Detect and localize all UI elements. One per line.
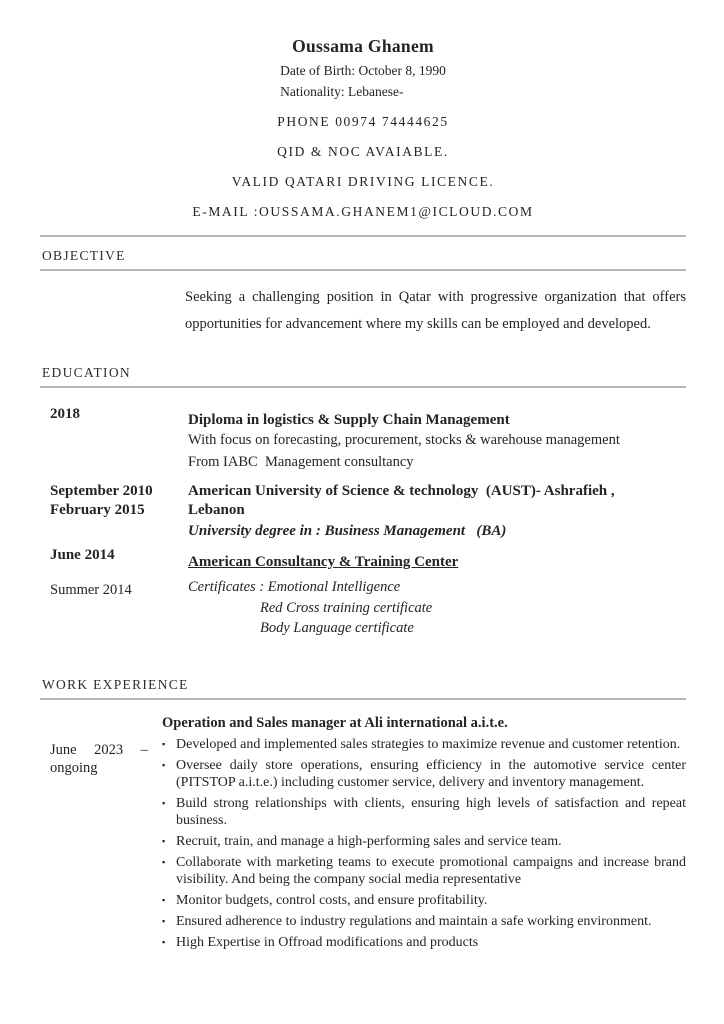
job-bullet (162, 736, 686, 753)
entry-date-column (40, 405, 188, 473)
job-period-start: June 2023 – (50, 741, 148, 758)
job-bullet (162, 854, 686, 888)
resume-header (40, 36, 686, 237)
bullet-text: Collaborate with marketing teams to execute promotional campaigns and increase brand visibility. And being the company social media representative (176, 854, 686, 887)
entry-date-start: September 2010 (50, 483, 153, 499)
entry-date: June 2014 (50, 547, 115, 563)
certificate-line: Body Language certificate (260, 620, 414, 636)
job-bullet (162, 795, 686, 829)
entry-title: Diploma in logistics & Supply Chain Management (188, 412, 510, 428)
job-bullet (162, 833, 686, 850)
driving-licence-line: VALID QATARI DRIVING LICENCE. (231, 174, 495, 189)
bullet-square-icon (162, 795, 176, 829)
job-title: Operation and Sales manager at Ali international a.i.t.e. (162, 714, 508, 731)
education-entry-university (40, 482, 686, 540)
bullet-square-icon (162, 833, 176, 850)
education-entry-diploma (40, 405, 686, 473)
bullet-text: Ensured adherence to industry regulations and maintain a safe working environment. (176, 913, 652, 929)
entry-title: American Consultancy & Training Center (188, 554, 459, 570)
entry-detail: From IABC Management consultancy (188, 453, 414, 470)
work-experience-entry (40, 714, 686, 955)
bullet-text: Developed and implemented sales strategies to maximize revenue and customer retention. (176, 736, 681, 752)
job-period-status: ongoing (50, 760, 98, 776)
education-entries (40, 405, 686, 639)
job-bullet-list (162, 736, 686, 951)
job-bullet (162, 757, 686, 791)
email-line: E-MAIL :OUSSAMA.GHANEM1@ICLOUD.COM (192, 204, 534, 219)
contact-info-block (40, 115, 686, 219)
education-heading: EDUCATION (40, 365, 686, 388)
bullet-square-icon (162, 934, 176, 951)
education-section (40, 365, 686, 639)
bullet-square-icon (162, 854, 176, 888)
phone-line: PHONE 00974 74444625 (277, 114, 449, 129)
entry-content-column (188, 405, 686, 473)
entry-date-column (40, 546, 188, 639)
entry-content-column (188, 546, 686, 639)
bullet-text: Monitor budgets, control costs, and ensure profitability. (176, 892, 488, 908)
entry-detail: With focus on forecasting, procurement, stocks & warehouse management (188, 432, 620, 448)
entry-date-end: February 2015 (50, 502, 145, 518)
bullet-text: Build strong relationships with clients, ensuring high levels of satisfaction and repeat business. (176, 795, 686, 828)
candidate-name: Oussama Ghanem (292, 36, 434, 56)
entry-date: Summer 2014 (50, 582, 132, 598)
bullet-square-icon (162, 757, 176, 791)
bullet-square-icon (162, 892, 176, 909)
qid-noc-line: QID & NOC AVAIABLE. (277, 144, 449, 159)
certificate-line: Red Cross training certificate (260, 599, 433, 616)
header-divider (40, 235, 686, 237)
job-bullet (162, 892, 686, 909)
entry-date-column (40, 482, 188, 540)
education-entry-training-center (40, 546, 686, 639)
work-experience-section (40, 677, 686, 955)
objective-heading: OBJECTIVE (40, 248, 686, 271)
certificate-line: Certificates : Emotional Intelligence (188, 579, 401, 595)
entry-date: 2018 (50, 406, 80, 422)
entry-content-column (188, 482, 686, 540)
personal-info-block (280, 60, 446, 102)
nationality: Nationality: Lebanese- (280, 84, 404, 99)
entry-title-line: American University of Science & technology (AUST)- Ashrafieh , (188, 483, 615, 499)
bullet-square-icon (162, 913, 176, 930)
bullet-text: High Expertise in Offroad modifications and products (176, 934, 479, 950)
degree-line: University degree in : Business Management (BA) (188, 523, 507, 539)
job-bullet (162, 913, 686, 930)
objective-section (40, 248, 686, 338)
job-content-column (162, 714, 686, 955)
work-experience-heading: WORK EXPERIENCE (40, 677, 686, 700)
bullet-square-icon (162, 736, 176, 753)
bullet-text: Recruit, train, and manage a high-performing sales and service team. (176, 833, 562, 849)
job-period (40, 714, 162, 955)
bullet-text: Oversee daily store operations, ensuring efficiency in the automotive service center (PITSTOP a.i.t.e.) including customer service, delivery and inventory management. (176, 757, 686, 790)
date-of-birth: Date of Birth: October 8, 1990 (280, 63, 446, 78)
job-bullet (162, 934, 686, 951)
entry-title-line: Lebanon (188, 502, 245, 518)
objective-text: Seeking a challenging position in Qatar with progressive organization that offers opportunities for advancement where my skills can be employed and developed. (185, 289, 686, 332)
